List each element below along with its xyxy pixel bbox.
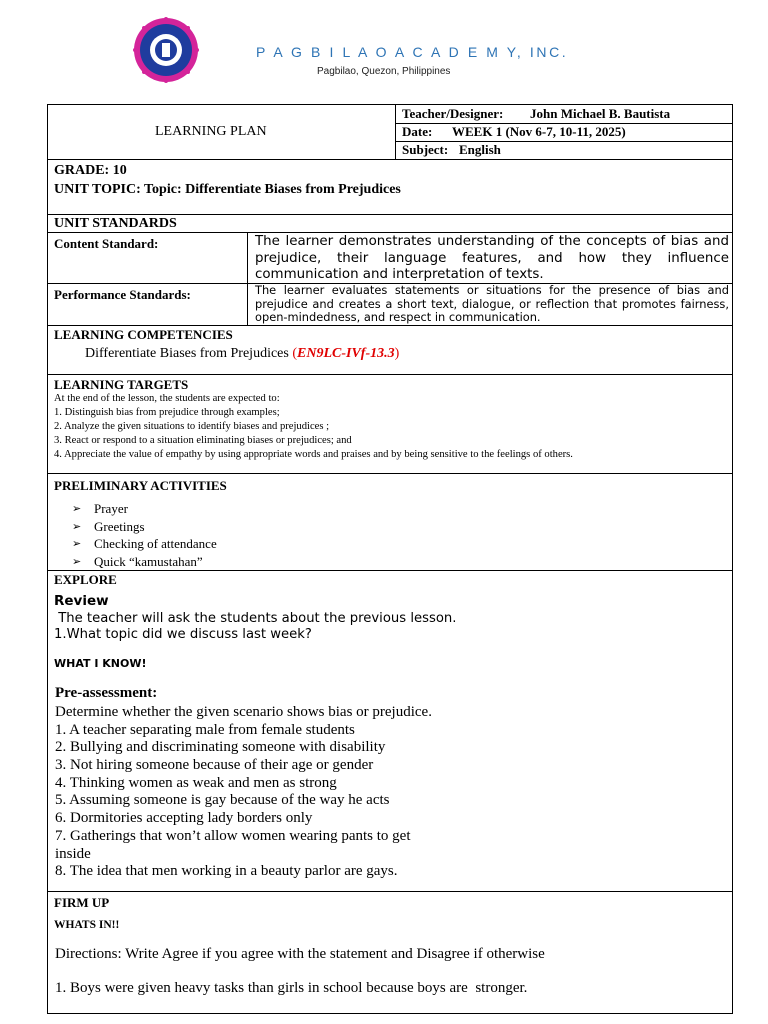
performance-standard-cell xyxy=(247,284,732,326)
competency-code: EN9LC-IVf-13.3 xyxy=(297,346,395,361)
learning-targets-section xyxy=(48,374,732,473)
preliminary-heading: PRELIMINARY ACTIVITIES xyxy=(54,478,227,493)
content-standard-label: Content Standard: xyxy=(54,236,159,251)
target-item: 1. Distinguish bias from prejudice through examples; xyxy=(54,407,280,418)
preassessment-line: 1. A teacher separating male from female students xyxy=(55,722,355,738)
school-address: Pagbilao, Quezon, Philippines xyxy=(317,66,451,77)
explore-heading: EXPLORE xyxy=(54,572,117,587)
competencies-heading: LEARNING COMPETENCIES xyxy=(54,327,233,342)
targets-intro: At the end of the lesson, the students are expected to: xyxy=(54,393,280,404)
preassessment-title: Pre-assessment: xyxy=(55,685,158,701)
preliminary-section xyxy=(48,473,732,570)
target-item: 2. Analyze the given situations to identify biases and prejudices ; xyxy=(54,421,330,432)
date-label: Date: xyxy=(402,124,433,139)
review-title: Review xyxy=(54,593,109,609)
explore-section xyxy=(48,570,732,891)
plan-title: LEARNING PLAN xyxy=(155,124,267,139)
review-line: The teacher will ask the students about the previous lesson. xyxy=(54,611,457,626)
arrow-bullet-icon: ➢ xyxy=(72,554,82,568)
preassessment-line: 7. Gatherings that won’t allow women wearing pants to get xyxy=(55,828,411,844)
unit-standards-heading: UNIT STANDARDS xyxy=(54,216,177,231)
list-item: ➢ Checking of attendance xyxy=(72,536,217,551)
preassessment-line: 4. Thinking women as weak and men as strong xyxy=(55,775,337,791)
preassessment-line: 2. Bullying and discriminating someone with disability xyxy=(55,739,386,755)
teacher-label: Teacher/Designer: xyxy=(402,106,504,121)
document-header xyxy=(0,0,768,100)
unit-topic: UNIT TOPIC: Topic: Differentiate Biases from Prejudices xyxy=(54,182,401,197)
firm-up-item: 1. Boys were given heavy tasks than girls in school because boys are stronger. xyxy=(55,980,528,996)
grade-label: GRADE: 10 xyxy=(54,163,127,178)
title-row xyxy=(48,105,732,159)
competencies-section xyxy=(48,325,732,374)
teacher-row xyxy=(396,105,732,124)
preliminary-list xyxy=(48,500,448,570)
performance-standard-label: Performance Standards: xyxy=(54,287,191,302)
date-row xyxy=(396,123,732,142)
arrow-bullet-icon: ➢ xyxy=(72,537,82,550)
subject-row xyxy=(396,141,732,159)
list-item: ➢ Quick “kamustahan” xyxy=(72,553,203,569)
review-line: 1.What topic did we discuss last week? xyxy=(54,627,312,642)
preassessment-line: 6. Dormitories accepting lady borders only xyxy=(55,810,313,826)
info-box xyxy=(395,105,732,159)
firm-up-directions: Directions: Write Agree if you agree with the statement and Disagree if otherwise xyxy=(55,946,545,962)
competency-code-open: ( xyxy=(292,346,298,361)
school-logo-icon xyxy=(133,17,199,83)
subject-label: Subject: xyxy=(402,142,449,157)
performance-standard-text: The learner evaluates statements or situations for the presence of bias and prejudice and creates a short text, dialogue, or reflection that promotes fairness, open-mindedness, and respect in communication. xyxy=(255,283,729,325)
preassessment-line: 5. Assuming someone is gay because of the way he acts xyxy=(55,792,390,808)
grade-topic-section xyxy=(48,159,732,214)
whats-in-heading: WHATS IN!! xyxy=(54,919,120,931)
competency-code-close: ) xyxy=(394,346,400,361)
content-standard-text: The learner demonstrates understanding of the concepts of bias and prejudice, their language features, and how they influence communication and interpretation of texts. xyxy=(255,234,729,283)
subject-value: English xyxy=(459,142,501,157)
preassessment-line: 3. Not hiring someone because of their age or gender xyxy=(55,757,374,773)
teacher-value: John Michael B. Bautista xyxy=(530,106,671,121)
arrow-bullet-icon: ➢ xyxy=(72,519,82,533)
target-item: 4. Appreciate the value of empathy by using appropriate words and praises and by being sensitive to the feelings of others. xyxy=(54,449,573,460)
content-standard-row xyxy=(48,232,732,283)
school-name: P A G B I L A O A C A D E M Y, INC. xyxy=(256,44,569,60)
firm-up-section xyxy=(48,891,732,1014)
targets-heading: LEARNING TARGETS xyxy=(54,377,189,392)
what-i-know-heading: WHAT I KNOW! xyxy=(54,657,147,670)
content-standard-cell xyxy=(247,233,732,284)
target-item: 3. React or respond to a situation eliminating biases or prejudices; and xyxy=(54,435,352,446)
competency-text xyxy=(85,346,399,362)
date-value: WEEK 1 (Nov 6-7, 10-11, 2025) xyxy=(452,124,626,139)
preassessment-line: 8. The idea that men working in a beauty parlor are gays. xyxy=(55,863,398,879)
arrow-bullet-icon: ➢ xyxy=(72,502,82,515)
firm-up-heading: FIRM UP xyxy=(54,895,110,910)
preassessment-line: inside xyxy=(55,846,91,862)
unit-standards-heading-row xyxy=(48,214,732,232)
preassessment-line: Determine whether the given scenario shows bias or prejudice. xyxy=(55,704,432,720)
list-item: ➢ Greetings xyxy=(72,518,145,534)
competency-name: Differentiate Biases from Prejudices xyxy=(85,346,289,361)
list-item: ➢ Prayer xyxy=(72,501,128,516)
performance-standard-row xyxy=(48,283,732,325)
learning-plan-table xyxy=(47,104,733,1014)
